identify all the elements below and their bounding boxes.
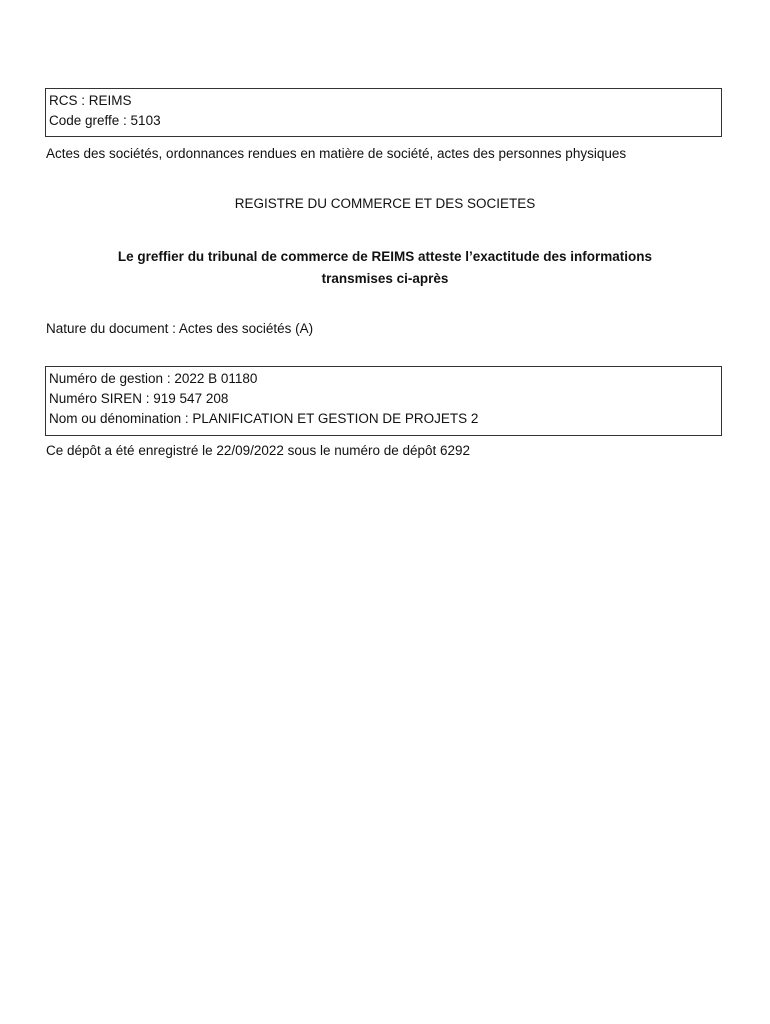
document-nature: Nature du document : Actes des sociétés (A) xyxy=(46,321,314,336)
attestation-statement xyxy=(60,246,710,290)
registry-title: REGISTRE DU COMMERCE ET DES SOCIETES xyxy=(234,196,536,211)
registry-header-box xyxy=(45,88,722,137)
numero-gestion: Numéro de gestion : 2022 B 01180 xyxy=(49,371,258,386)
attestation-line-2: transmises ci-après xyxy=(321,271,449,286)
deposit-statement: Ce dépôt a été enregistré le 22/09/2022 sous le numéro de dépôt 6292 xyxy=(46,443,471,458)
document-subtitle: Actes des sociétés, ordonnances rendues en matière de société, actes des personnes physiques xyxy=(46,146,627,161)
code-greffe-label: Code greffe : 5103 xyxy=(49,113,161,128)
company-info-box xyxy=(45,366,722,436)
rcs-label: RCS : REIMS xyxy=(49,93,132,108)
company-denomination: Nom ou dénomination : PLANIFICATION ET GESTION DE PROJETS 2 xyxy=(49,411,479,426)
attestation-line-1: Le greffier du tribunal de commerce de REIMS atteste l’exactitude des informations xyxy=(117,249,653,264)
numero-siren: Numéro SIREN : 919 547 208 xyxy=(49,391,229,406)
